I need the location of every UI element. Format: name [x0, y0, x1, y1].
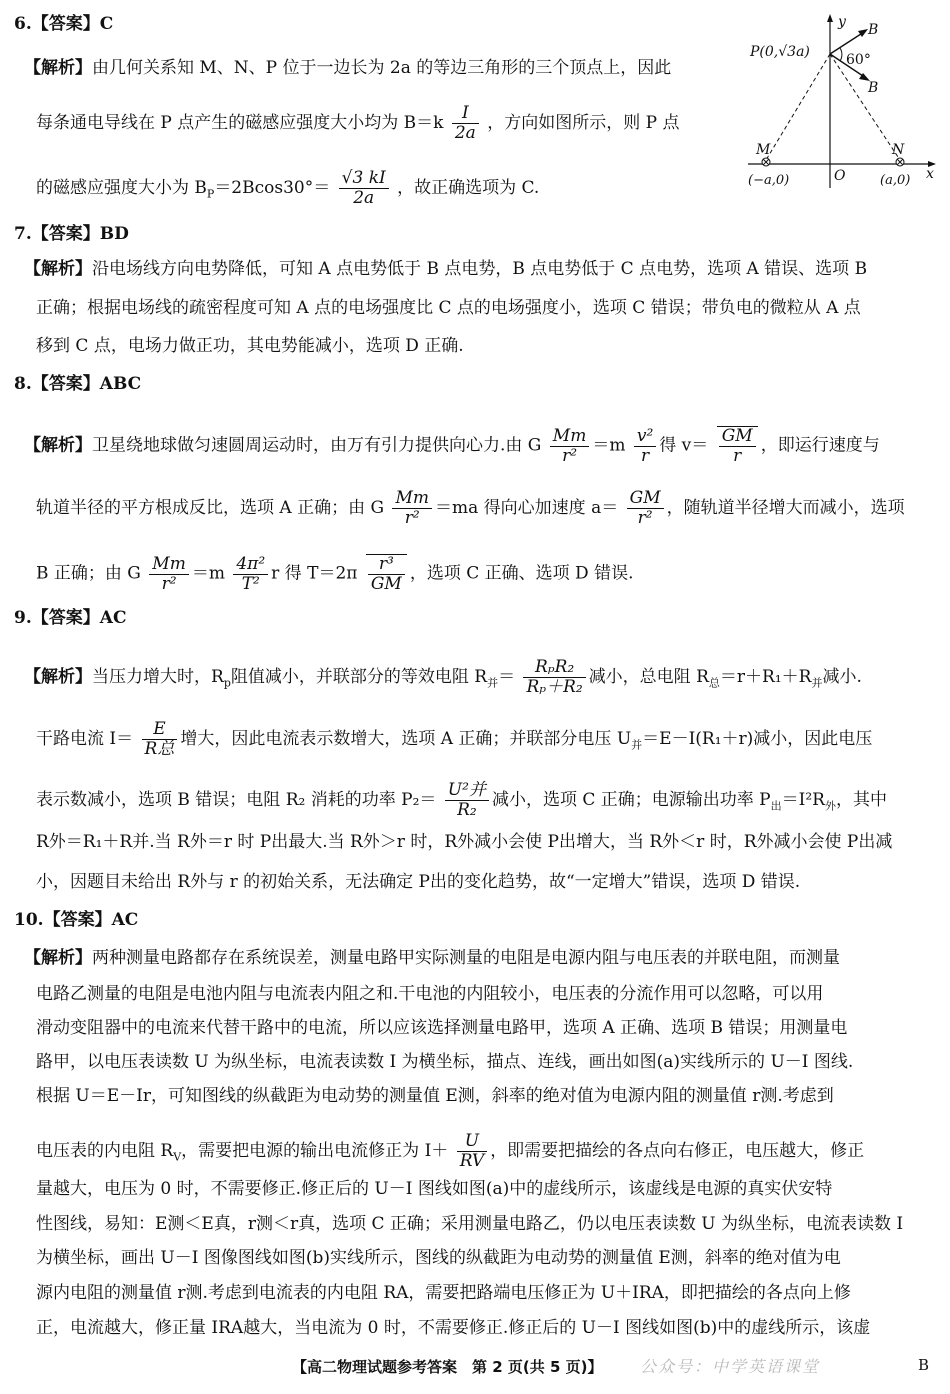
answer-tag: 【答案】 [31, 608, 100, 628]
q7-answer-heading: 7.【答案】BD [14, 224, 129, 244]
q10-line-5: 根据 U＝E－Ir，可知图线的纵截距为电动势的测量值 E测，斜率的绝对值为电源内阻的测量值 r测.考虑到 [36, 1086, 834, 1106]
y-label: y [838, 14, 846, 30]
q10-line-11: 正，电流越大，修正量 IRA越大，当电流为 0 时，不需要修正.修正后的 U－I 图线如图(b)中的虚线所示，该虚 [36, 1318, 871, 1338]
q10-line-3: 滑动变阻器中的电流来代替干路中的电流，所以应该选择测量电路甲，选项 A 正确、选项 B 错误；用测量电 [36, 1018, 848, 1038]
q6-line-3: 的磁感应强度大小为 $B_P=2Bcos30^\circ=$ $\frac{√3 kI}{2a}$ ，故正确选项为 C. [36, 168, 540, 208]
fraction: $\frac{U}{RV}$ [457, 1132, 487, 1171]
q9-line-2: 干路电流 I＝ $\frac{E}{\text{R总}}$ 增大，因此电流表示数增大，选项 A 正确；并联部分电压 $U_并=E-I(R_1+r)$减小，因此电压 [36, 719, 873, 759]
q10-line-8: 性图线，易知：E测＜E真，r测＜r真，选项 C 正确；采用测量电路乙，仍以电压表读数 U 为纵坐标，电流表读数 I [36, 1214, 904, 1234]
q7-answer: BD [99, 224, 129, 244]
fraction: $\frac{E}{\text{R总}}$ [142, 720, 178, 759]
q10-line-9: 为横坐标，画出 U－I 图像图线如图(b)实线所示，图线的纵截距为电动势的测量值 E测，斜率的绝对值为电 [36, 1248, 841, 1268]
q7-line-1: 【解析】沿电场线方向电势降低，可知 A 点电势低于 B 点电势，B 点电势低于 C 点电势，选项 A 错误、选项 B [24, 259, 868, 279]
fraction: $\frac{Mm}{\text{r²}}$ [149, 555, 189, 594]
fraction: $\frac{\text{RₚR₂}}{\text{Rₚ＋R₂}}$ [523, 658, 585, 697]
fraction: $\frac{\text{v²}}{r}$ [634, 427, 656, 466]
q7-line-3: 移到 C 点，电场力做正功，其电势能减小，选项 D 正确. [36, 336, 464, 356]
b-vector-1-arrowhead [858, 29, 868, 37]
q9-line-5: 小，因题目未给出 R外与 r 的初始关系，无法确定 P出的变化趋势，故“一定增大”错误，选项 D 错误. [36, 872, 801, 892]
watermark: 公众号：中学英语课堂 [640, 1357, 821, 1376]
n-label: N [892, 142, 905, 158]
q8-answer-heading: 8.【答案】ABC [14, 374, 142, 394]
answer-tag: 【答案】 [43, 910, 112, 930]
q10-line-7: 量越大，电压为 0 时，不需要修正.修正后的 U－I 图线如图(a)中的虚线所示，该虚线是电源的真实伏安特 [36, 1179, 833, 1199]
fraction: $\frac{Mm}{\text{r²}}$ [392, 489, 432, 528]
dashed-line-pn [830, 54, 900, 160]
answer-tag: 【答案】 [31, 224, 100, 244]
q8-line-3: B 正确；由 G $\frac{Mm}{\text{r²}}$ ＝m $\frac{\text{4π²}}{\text{T²}}$ r 得 T＝2π $\frac{\text{r³}}{GM}$ ，选项 C 正确、选项 D 错误. [36, 553, 634, 594]
q6-line-2: 每条通电导线在 P 点产生的磁感应强度大小均为 B＝k $\frac{I}{2a}$ ，方向如图所示，则 P 点 [36, 103, 680, 143]
fraction: $\frac{Mm}{\text{r²}}$ [550, 427, 590, 466]
x-label: x [926, 166, 934, 182]
n-coordinate: (a,0) [880, 173, 911, 188]
analysis-tag: 【解析】 [24, 948, 92, 968]
q10-line-4: 路甲，以电压表读数 U 为纵坐标，电流表读数 I 为横坐标，描点、连线，画出如图(a)实线所示的 U－I 图线. [36, 1052, 854, 1072]
b-label-2: B [868, 80, 879, 96]
answer-tag: 【答案】 [31, 374, 100, 394]
page-footer [0, 1352, 950, 1382]
q7-line-2: 正确；根据电场线的疏密程度可知 A 点的电场强度比 C 点的电场强度小，选项 C 错误；带负电的微粒从 A 点 [36, 298, 861, 318]
q10-line-10: 源内电阻的测量值 r测.考虑到电流表的内电阻 RA，需要把路端电压修正为 U＋IRA，即把描绘的各点向上修 [36, 1283, 851, 1303]
angle-arc [840, 48, 842, 61]
q8-line-1: 【解析】卫星绕地球做匀速圆周运动时，由万有引力提供向心力.由 G $\frac{Mm}{\text{r²}}$ ＝m $\frac{\text{v²}}{r}$ 得 v＝ $\frac{GM}{r}$ ，即运行速度与 [24, 425, 880, 466]
q6-answer: C [99, 14, 114, 34]
answer-tag: 【答案】 [31, 14, 100, 34]
q6-magnetic-field-figure [748, 12, 938, 192]
b-vector-1 [830, 32, 864, 54]
angle-label: 60° [846, 52, 871, 68]
sqrt-fraction: $\frac{GM}{r}$ [717, 426, 758, 466]
footer-version: B [918, 1356, 930, 1374]
q8-answer: ABC [99, 374, 142, 394]
q9-answer-heading: 9.【答案】AC [14, 608, 127, 628]
y-axis-arrow [827, 14, 833, 22]
q9-line-3: 表示数减小，选项 B 错误；电阻 R₂ 消耗的功率 P₂＝ $\frac{\text{U²并}}{\text{R₂}}$ 减小，选项 C 正确；电源输出功率 $P_出=I^2R_外$，其中 [36, 780, 887, 820]
q10-line-6: 电压表的内电阻 $R_V$，需要把电源的输出电流修正为 I＋ $\frac{U}{RV}$ ，即需要把描绘的各点向右修正，电压越大，修正 [36, 1131, 865, 1171]
analysis-tag: 【解析】 [24, 435, 92, 456]
fraction: $\frac{√3 kI}{2a}$ [339, 169, 389, 208]
p-label: P(0,√3a) [750, 44, 810, 60]
analysis-tag: 【解析】 [24, 58, 92, 78]
m-label: M [756, 142, 771, 158]
q6-number: 6. [14, 14, 32, 34]
fraction: $\frac{\text{U²并}}{\text{R₂}}$ [445, 781, 489, 820]
q9-line-4: R外＝R₁＋R并.当 R外＝r 时 P出最大.当 R外＞r 时，R外减小会使 P出增大，当 R外＜r 时，R外减小会使 P出减 [36, 832, 893, 852]
fraction: $\frac{GM}{\text{r²}}$ [627, 489, 664, 528]
b-label-1: B [868, 22, 879, 38]
q10-line-1: 【解析】两种测量电路都存在系统误差，测量电路甲实际测量的电阻是电源内阻与电压表的并联电阻，而测量 [24, 948, 840, 968]
analysis-tag: 【解析】 [24, 259, 92, 279]
analysis-tag: 【解析】 [24, 667, 92, 687]
q6-answer-heading [14, 12, 113, 36]
q9-answer: AC [99, 608, 127, 628]
q10-answer: AC [111, 910, 139, 930]
q6-line-1: 【解析】由几何关系知 M、N、P 位于一边长为 2a 的等边三角形的三个顶点上，因此 [24, 58, 672, 78]
q8-line-2: 轨道半径的平方根成反比，选项 A 正确；由 G $\frac{Mm}{\text{r²}}$ ＝ma 得向心加速度 a＝ $\frac{GM}{\text{r²}}$ ，随轨道半径增大而减小，选项 [36, 488, 905, 528]
fraction: $\frac{\text{4π²}}{\text{T²}}$ [233, 555, 268, 594]
q10-answer-heading: 10.【答案】AC [14, 910, 139, 930]
dashed-line-pm [766, 54, 830, 160]
q10-line-2: 电路乙测量的电阻是电池内阻与电流表内阻之和.干电池的内阻较小，电压表的分流作用可以忽略，可以用 [36, 984, 824, 1004]
m-coordinate: (−a,0) [748, 173, 790, 188]
footer-title: 【高二物理试题参考答案 第 2 页(共 5 页)】 [292, 1358, 603, 1376]
fraction: $\frac{I}{2a}$ [452, 104, 479, 143]
q9-line-1: 【解析】当压力增大时，$R_p$阻值减小，并联部分的等效电阻 $R_并=$ $\frac{\text{RₚR₂}}{\text{Rₚ＋R₂}}$ 减小，总电阻 $R_总=r+R_1+R_并$减小. [24, 657, 862, 697]
o-label: O [834, 168, 846, 184]
sqrt-fraction: $\frac{\text{r³}}{GM}$ [366, 554, 407, 594]
